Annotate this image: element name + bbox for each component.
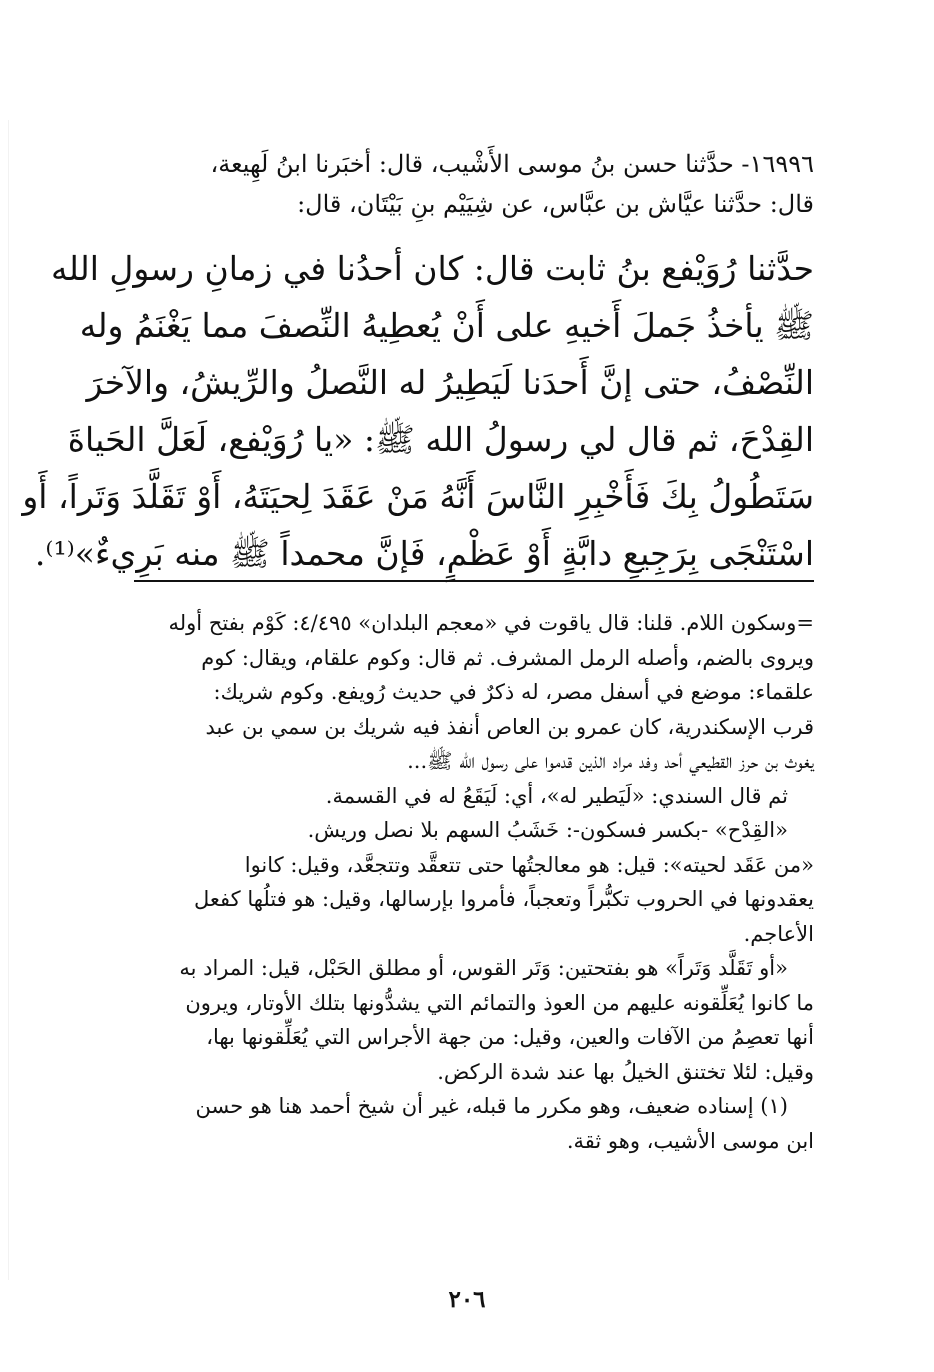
footnote-line: يغوث بن حرز القطيعي أحد وفد مراد الذين قدموا على رسول الله ﷺ... [407, 749, 814, 773]
footnote-line: =وسكون اللام. قلنا: قال ياقوت في «معجم البلدان» ٤/٤٩٥: كَوْم بفتح أوله [168, 611, 814, 635]
footnote-line: «القِدْح» -بكسر فسكون-: خَشَبُ السهم بلا نصل وريش. [307, 818, 788, 842]
matn-line: القِدْحَ، ثم قال لي رسولُ الله ﷺ: «يا رُوَيْفع، لَعَلَّ الحَياةَ [67, 420, 814, 459]
hadith-matn [22, 240, 814, 582]
footnote-line: ما كانوا يُعَلِّقونه عليهم من العوذ والتمائم التي يشدُّونها بتلك الأوتار، ويرون [185, 990, 814, 1015]
matn-line: ﷺ يأخذُ جَملَ أَخيهِ على أَنْ يُعطِيهُ النِّصفَ مما يَغْنَمُ وله [79, 306, 814, 345]
footnote-line: ويروى بالضم، وأصله الرمل المشرف. ثم قال: وكوم علقام، ويقال: كوم [201, 645, 814, 670]
footnote-line: قرب الإسكندرية، كان عمرو بن العاص أنفذ فيه شريك بن سمي بن عبد [205, 714, 814, 739]
footnote-line: يعقدونها في الحروب تكبُّراً وتعجباً، فأمروا بإرسالها، وقيل: هو فتلُها كفعل [193, 887, 814, 911]
footnote-paragraph [118, 779, 814, 814]
isnad-line: قال: حدَّثنا عيَّاش بن عبَّاس، عن شِيَيْم بنِ بَيْتَان، قال: [297, 190, 814, 218]
hadith-isnad [118, 144, 814, 224]
footnote-line: ثم قال السندي: «لَيَطير له»، أي: لَيَقَعُ له في القسمة. [325, 783, 788, 808]
isnad-line: ١٦٩٩٦- حدَّثنا حسن بنُ موسى الأَشْيب، قال: أخبَرنا ابنُ لَهِيعة، [210, 150, 814, 178]
footnote-paragraph [118, 951, 814, 1089]
footnote-paragraph [118, 606, 814, 779]
footnote-line: (١) إسناده ضعيف، وهو مكرر ما قبله، غير أن شيخ أحمد هنا هو حسن [195, 1094, 788, 1118]
footnote-line: الأعاجم. [743, 921, 814, 946]
footnote-line: ابن موسى الأشيب، وهو ثقة. [566, 1128, 814, 1153]
footnote-line: أنها تعصِمُ من الآفات والعين، وقيل: من جهة الأجراس التي يُعَلِّقونها بها، [206, 1025, 814, 1049]
footnote-paragraph [118, 1089, 814, 1158]
footnote-line: «أو تَقَلَّد وَتَراً» هو بفتحتين: وَتَر القوس، أو مطلق الحَبْل، قيل: المراد به [179, 956, 788, 980]
matn-line: سَتَطُولُ بِكَ فَأَخْبِرِ النَّاسَ أَنَّهُ مَنْ عَقَدَ لِحيَتَهُ، أَوْ تَقَلَّدَ وَتَراً، أَو [22, 477, 814, 516]
page-number: ٢٠٦ [448, 1286, 486, 1313]
footnote-line: علقماء: موضع في أسفل مصر، له ذكرٌ في حديث رُويفع. وكوم شريك: [213, 680, 814, 704]
footnote-line: وقيل: لئلا تختنق الخيلُ بها عند شدة الركض. [437, 1059, 814, 1084]
matn-line: النِّصْفُ، حتى إنَّ أَحدَنا لَيَطِيرُ له النَّصلُ والرِّيشُ، والآخرَ [86, 363, 814, 402]
footnote-paragraph [118, 813, 814, 848]
footnote-line: «من عَقَد لحيته»: قيل: هو معالجتُها حتى تتعقَّد وتتجعَّد، وقيل: كانوا [244, 852, 814, 877]
scan-edge-shadow [8, 120, 9, 1280]
footnote-separator [134, 580, 814, 582]
footnote-paragraph [118, 848, 814, 952]
footnotes [118, 606, 814, 1158]
matn-line: حدَّثنا رُوَيْفع بنُ ثابت قال: كان أحدُنا في زمانِ رسولِ الله [51, 249, 814, 288]
matn-line: اسْتَنْجَى بِرَجِيعِ دابَّةٍ أَوْ عَظْمٍ، فَإنَّ محمداً ﷺ منه بَرِيءٌ»⁽¹⁾. [34, 534, 814, 573]
